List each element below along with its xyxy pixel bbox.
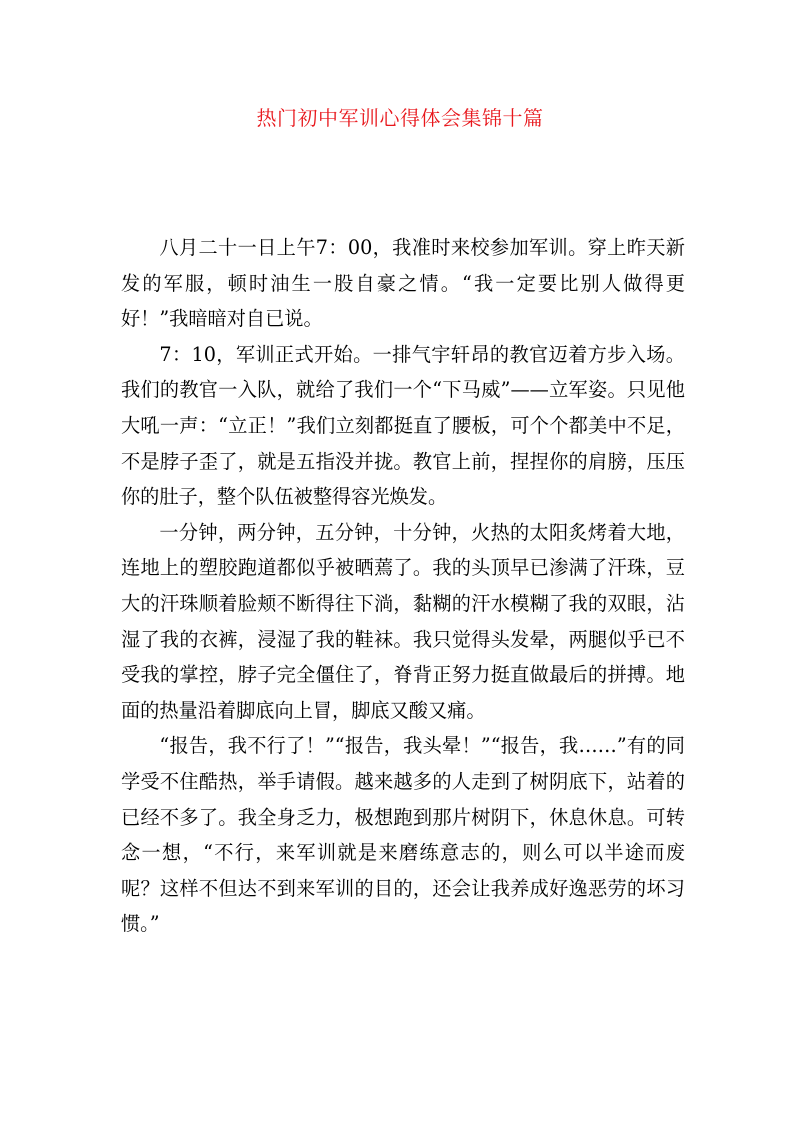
document-body [121, 230, 685, 942]
paragraph-4: “报告，我不行了！”“报告，我头晕！”“报告，我……”有的同学受不住酷热，举手请假。越来越多的人走到了树阴底下，站着的已经不多了。我全身乏力，极想跑到那片树阴下，休息休息。可转念一想，“不行，来军训就是来磨练意志的，则么可以半途而废呢？这样不但达不到来军训的目的，还会让我养成好逸恶劳的坏习惯。” [121, 734, 685, 936]
paragraph-3: 一分钟，两分钟，五分钟，十分钟，火热的太阳炙烤着大地，连地上的塑胶跑道都似乎被晒蔫了。我的头顶早已渗满了汗珠，豆大的汗珠顺着脸颊不断得往下淌，黏糊的汗水模糊了我的双眼，沾湿了我的衣裤，浸湿了我的鞋袜。我只觉得头发晕，两腿似乎已不受我的掌控，脖子完全僵住了，脊背正努力挺直做最后的拼搏。地面的热量沿着脚底向上冒，脚底又酸又痛。 [121, 520, 685, 722]
paragraph-2: 7：10，军训正式开始。一排气宇轩昂的教官迈着方步入场。我们的教官一入队，就给了我们一个“下马威”——立军姿。只见他大吼一声：“立正！”我们立刻都挺直了腰板，可个个都美中不足，不是脖子歪了，就是五指没并拢。教官上前，捏捏你的肩膀，压压你的肚子，整个队伍被整得容光焕发。 [121, 342, 685, 509]
document-title: 热门初中军训心得体会集锦十篇 [256, 106, 544, 130]
paragraph-1: 八月二十一日上午7：00，我准时来校参加军训。穿上昨天新发的军服，顿时油生一股自豪之情。“我一定要比别人做得更好！”我暗暗对自已说。 [121, 236, 685, 331]
